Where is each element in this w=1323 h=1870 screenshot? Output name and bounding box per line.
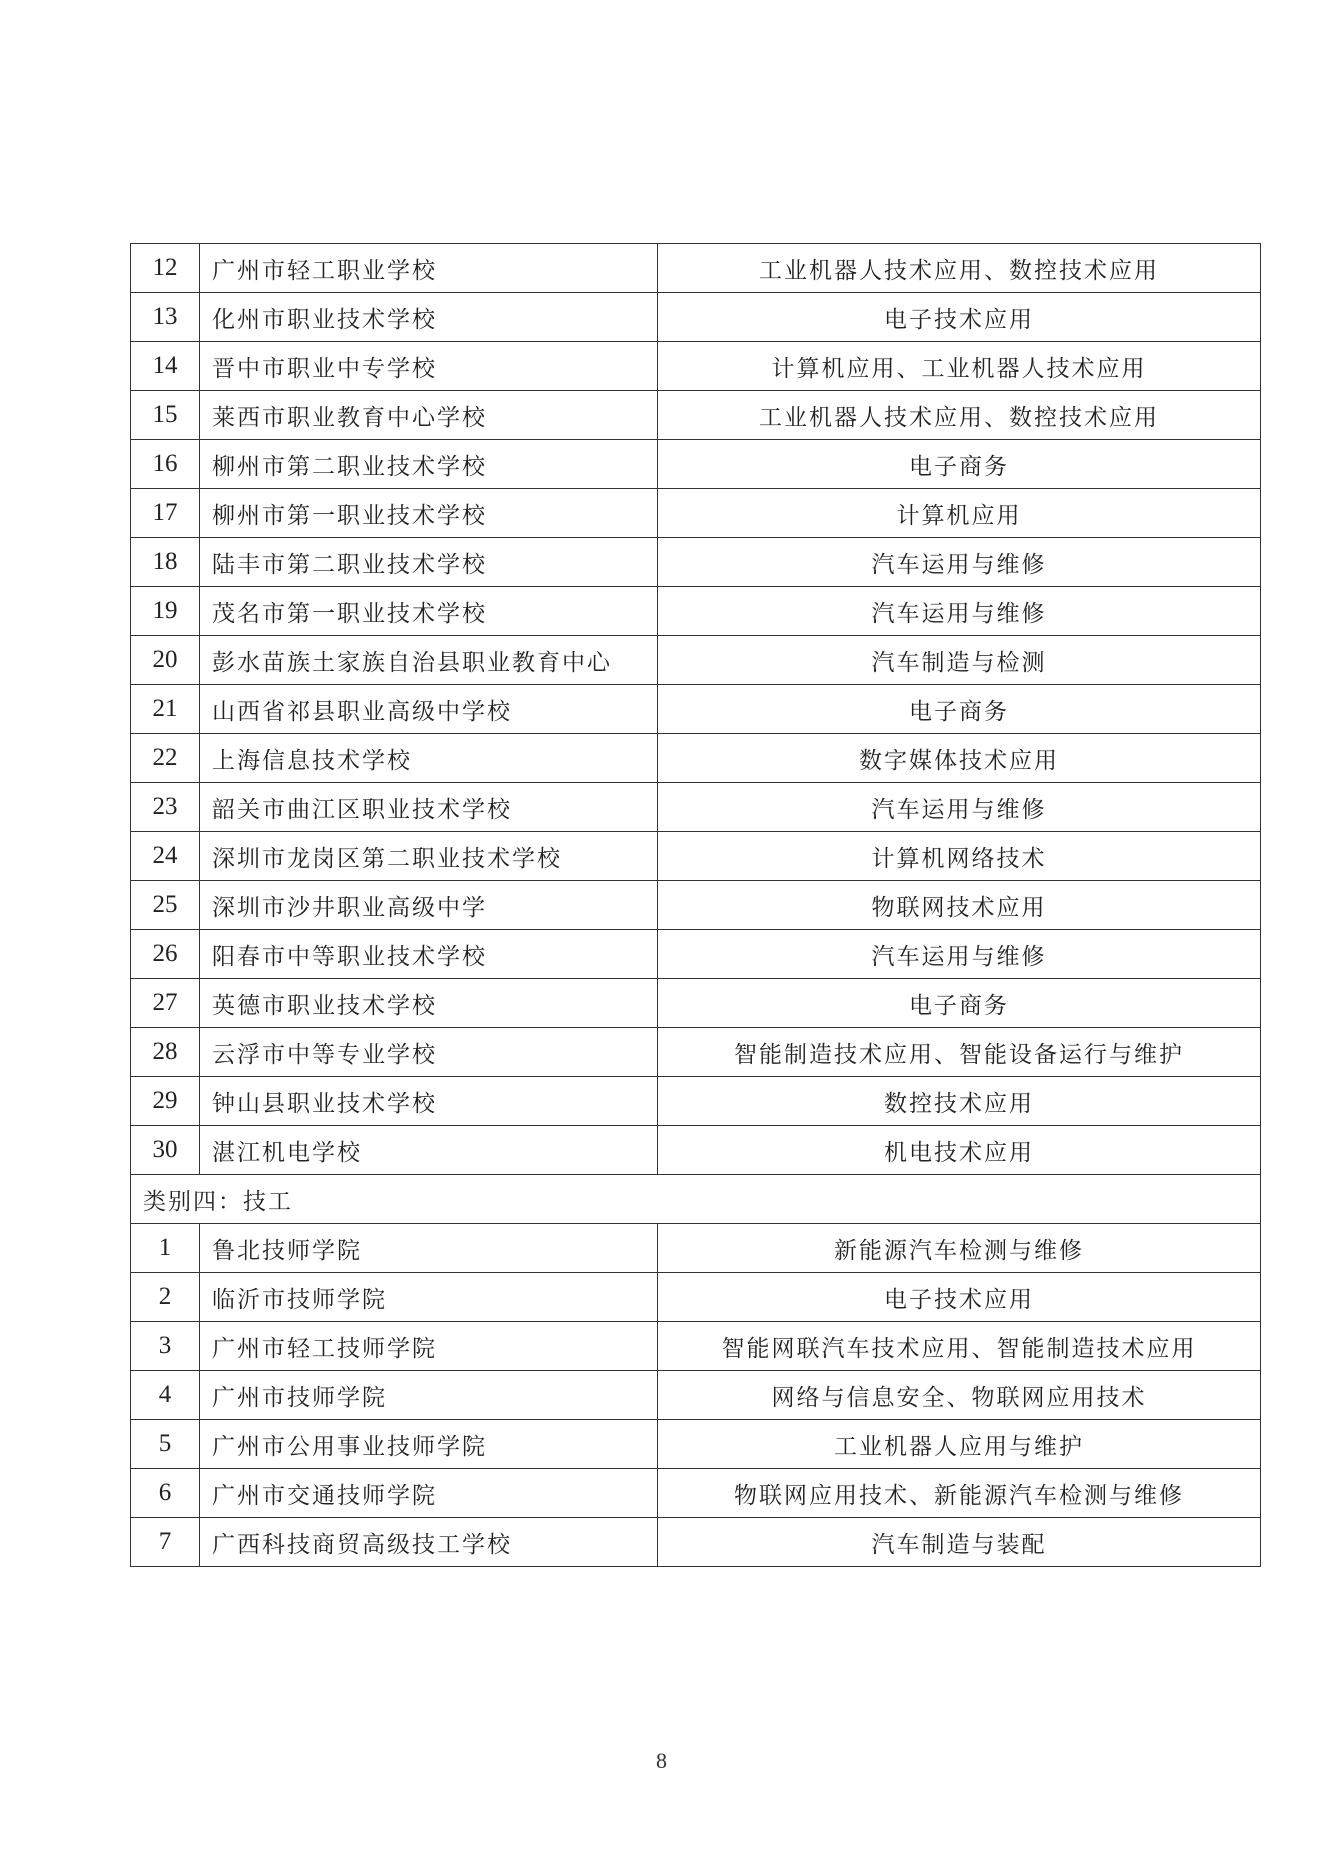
- major-name: 电子技术应用: [658, 1273, 1261, 1322]
- major-name: 电子技术应用: [658, 293, 1261, 342]
- row-number: 6: [131, 1469, 200, 1518]
- school-name: 鲁北技师学院: [200, 1224, 658, 1273]
- table-row: [131, 1224, 1261, 1273]
- row-number: 1: [131, 1224, 200, 1273]
- row-number: 26: [131, 930, 200, 979]
- row-number: 28: [131, 1028, 200, 1077]
- school-name: 广西科技商贸高级技工学校: [200, 1518, 658, 1567]
- school-name: 韶关市曲江区职业技术学校: [200, 783, 658, 832]
- school-name: 广州市轻工技师学院: [200, 1322, 658, 1371]
- school-name: 英德市职业技术学校: [200, 979, 658, 1028]
- table-row: [131, 881, 1261, 930]
- school-name: 广州市技师学院: [200, 1371, 658, 1420]
- row-number: 15: [131, 391, 200, 440]
- row-number: 22: [131, 734, 200, 783]
- table-row: [131, 440, 1261, 489]
- row-number: 27: [131, 979, 200, 1028]
- table-row: [131, 391, 1261, 440]
- table-row: [131, 1126, 1261, 1175]
- row-number: 13: [131, 293, 200, 342]
- table-row: [131, 587, 1261, 636]
- table-row: [131, 685, 1261, 734]
- table-row: [131, 1077, 1261, 1126]
- major-name: 电子商务: [658, 440, 1261, 489]
- row-number: 30: [131, 1126, 200, 1175]
- school-name: 上海信息技术学校: [200, 734, 658, 783]
- major-name: 数字媒体技术应用: [658, 734, 1261, 783]
- major-name: 机电技术应用: [658, 1126, 1261, 1175]
- table-row: [131, 244, 1261, 293]
- school-major-table: [130, 243, 1261, 1567]
- major-name: 物联网技术应用: [658, 881, 1261, 930]
- row-number: 18: [131, 538, 200, 587]
- major-name: 汽车运用与维修: [658, 783, 1261, 832]
- school-name: 云浮市中等专业学校: [200, 1028, 658, 1077]
- table-row: [131, 538, 1261, 587]
- table-row: [131, 734, 1261, 783]
- school-name: 临沂市技师学院: [200, 1273, 658, 1322]
- row-number: 29: [131, 1077, 200, 1126]
- category-heading: 类别四：技工: [131, 1175, 1261, 1224]
- row-number: 16: [131, 440, 200, 489]
- school-name: 广州市交通技师学院: [200, 1469, 658, 1518]
- major-name: 网络与信息安全、物联网应用技术: [658, 1371, 1261, 1420]
- major-name: 汽车运用与维修: [658, 538, 1261, 587]
- row-number: 20: [131, 636, 200, 685]
- major-name: 汽车制造与检测: [658, 636, 1261, 685]
- row-number: 3: [131, 1322, 200, 1371]
- major-name: 数控技术应用: [658, 1077, 1261, 1126]
- table-row: [131, 1420, 1261, 1469]
- row-number: 14: [131, 342, 200, 391]
- school-name: 阳春市中等职业技术学校: [200, 930, 658, 979]
- row-number: 24: [131, 832, 200, 881]
- table-row: [131, 1273, 1261, 1322]
- school-name: 广州市轻工职业学校: [200, 244, 658, 293]
- row-number: 23: [131, 783, 200, 832]
- major-name: 智能制造技术应用、智能设备运行与维护: [658, 1028, 1261, 1077]
- category-row: [131, 1175, 1261, 1224]
- school-name: 莱西市职业教育中心学校: [200, 391, 658, 440]
- table-row: [131, 930, 1261, 979]
- major-name: 计算机应用、工业机器人技术应用: [658, 342, 1261, 391]
- row-number: 21: [131, 685, 200, 734]
- major-name: 工业机器人应用与维护: [658, 1420, 1261, 1469]
- row-number: 25: [131, 881, 200, 930]
- table-row: [131, 1371, 1261, 1420]
- major-name: 汽车运用与维修: [658, 587, 1261, 636]
- school-name: 钟山县职业技术学校: [200, 1077, 658, 1126]
- row-number: 12: [131, 244, 200, 293]
- school-name: 广州市公用事业技师学院: [200, 1420, 658, 1469]
- table-row: [131, 293, 1261, 342]
- major-name: 汽车制造与装配: [658, 1518, 1261, 1567]
- table-row: [131, 832, 1261, 881]
- row-number: 7: [131, 1518, 200, 1567]
- major-name: 工业机器人技术应用、数控技术应用: [658, 391, 1261, 440]
- major-name: 计算机网络技术: [658, 832, 1261, 881]
- major-name: 物联网应用技术、新能源汽车检测与维修: [658, 1469, 1261, 1518]
- major-name: 汽车运用与维修: [658, 930, 1261, 979]
- row-number: 2: [131, 1273, 200, 1322]
- table-row: [131, 636, 1261, 685]
- major-name: 电子商务: [658, 685, 1261, 734]
- school-name: 柳州市第二职业技术学校: [200, 440, 658, 489]
- row-number: 5: [131, 1420, 200, 1469]
- school-name: 深圳市沙井职业高级中学: [200, 881, 658, 930]
- table-row: [131, 1322, 1261, 1371]
- school-name: 湛江机电学校: [200, 1126, 658, 1175]
- major-name: 电子商务: [658, 979, 1261, 1028]
- table-row: [131, 342, 1261, 391]
- major-name: 计算机应用: [658, 489, 1261, 538]
- row-number: 17: [131, 489, 200, 538]
- school-name: 陆丰市第二职业技术学校: [200, 538, 658, 587]
- school-name: 柳州市第一职业技术学校: [200, 489, 658, 538]
- major-name: 工业机器人技术应用、数控技术应用: [658, 244, 1261, 293]
- table-row: [131, 489, 1261, 538]
- major-name: 智能网联汽车技术应用、智能制造技术应用: [658, 1322, 1261, 1371]
- page-number: 8: [656, 1748, 667, 1773]
- school-name: 深圳市龙岗区第二职业技术学校: [200, 832, 658, 881]
- row-number: 4: [131, 1371, 200, 1420]
- school-name: 山西省祁县职业高级中学校: [200, 685, 658, 734]
- school-name: 彭水苗族土家族自治县职业教育中心: [200, 636, 658, 685]
- table-row: [131, 979, 1261, 1028]
- school-name: 茂名市第一职业技术学校: [200, 587, 658, 636]
- table-row: [131, 1469, 1261, 1518]
- school-name: 化州市职业技术学校: [200, 293, 658, 342]
- school-name: 晋中市职业中专学校: [200, 342, 658, 391]
- row-number: 19: [131, 587, 200, 636]
- table-row: [131, 1028, 1261, 1077]
- major-name: 新能源汽车检测与维修: [658, 1224, 1261, 1273]
- table-row: [131, 1518, 1261, 1567]
- table-row: [131, 783, 1261, 832]
